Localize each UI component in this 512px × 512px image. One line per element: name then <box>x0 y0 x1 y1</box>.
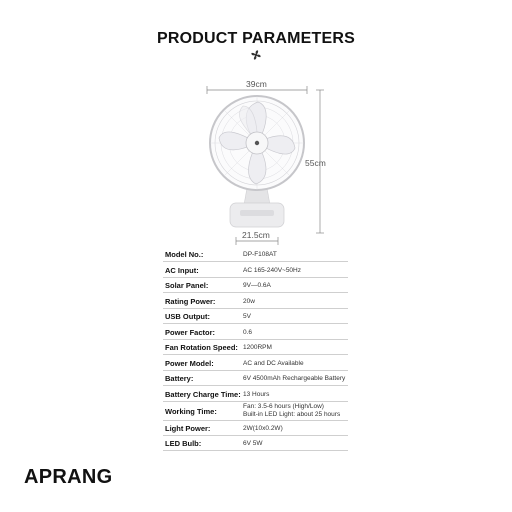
param-row-power-factor <box>163 323 348 340</box>
param-value: 5V <box>243 313 251 320</box>
param-value: DP-F108AT <box>243 251 277 258</box>
param-row-ac-input <box>163 261 348 278</box>
param-row-working-time <box>163 401 348 421</box>
param-value: 20w <box>243 298 255 305</box>
param-row-led-bulb <box>163 435 348 451</box>
param-value: AC and DC Available <box>243 360 304 367</box>
param-label: Working Time: <box>165 407 217 416</box>
brand-logo: APRANG <box>24 466 113 488</box>
param-row-model <box>163 248 348 262</box>
param-label: Model No.: <box>165 250 204 259</box>
param-label: Solar Panel: <box>165 281 209 290</box>
param-value: 6V 5W <box>243 440 263 447</box>
param-label: Rating Power: <box>165 297 216 306</box>
param-row-light-power <box>163 420 348 436</box>
param-value: 9V—0.6A <box>243 282 271 289</box>
base-dimension-label: 21.5cm <box>242 230 270 240</box>
param-value: 0.6 <box>243 329 253 336</box>
param-label: LED Bulb: <box>165 439 202 448</box>
param-value-line: Built-in LED Light: about 25 hours <box>243 411 341 418</box>
param-value: 2W(10x0.2W) <box>243 425 283 432</box>
param-label: Light Power: <box>165 424 211 433</box>
param-row-power-model <box>163 354 348 371</box>
param-row-usb-output <box>163 308 348 324</box>
param-value: 1200RPM <box>243 344 272 351</box>
param-row-battery <box>163 370 348 386</box>
param-label: AC Input: <box>165 266 199 275</box>
param-row-solar-panel <box>163 277 348 293</box>
param-value: AC 165-240V~50Hz <box>243 267 301 274</box>
param-value: 6V 4500mAh Rechargeable Battery <box>243 375 346 382</box>
param-value-line: Fan: 3.5-6 hours (High/Low) <box>243 403 324 410</box>
width-dimension-label: 39cm <box>246 79 267 89</box>
param-label: Battery Charge Time: <box>165 390 241 399</box>
param-row-charge-time <box>163 385 348 402</box>
fan-illustration <box>0 0 512 250</box>
param-label: Power Model: <box>165 359 214 368</box>
page-title: PRODUCT PARAMETERS <box>157 30 355 47</box>
param-row-rating-power <box>163 292 348 309</box>
param-value <box>243 403 340 419</box>
param-label: Battery: <box>165 374 194 383</box>
param-label: Power Factor: <box>165 328 216 337</box>
param-label: USB Output: <box>165 312 210 321</box>
param-row-fan-speed <box>163 339 348 355</box>
height-dimension-label: 55cm <box>305 158 326 168</box>
param-value: 13 Hours <box>243 391 270 398</box>
param-label: Fan Rotation Speed: <box>165 343 238 352</box>
